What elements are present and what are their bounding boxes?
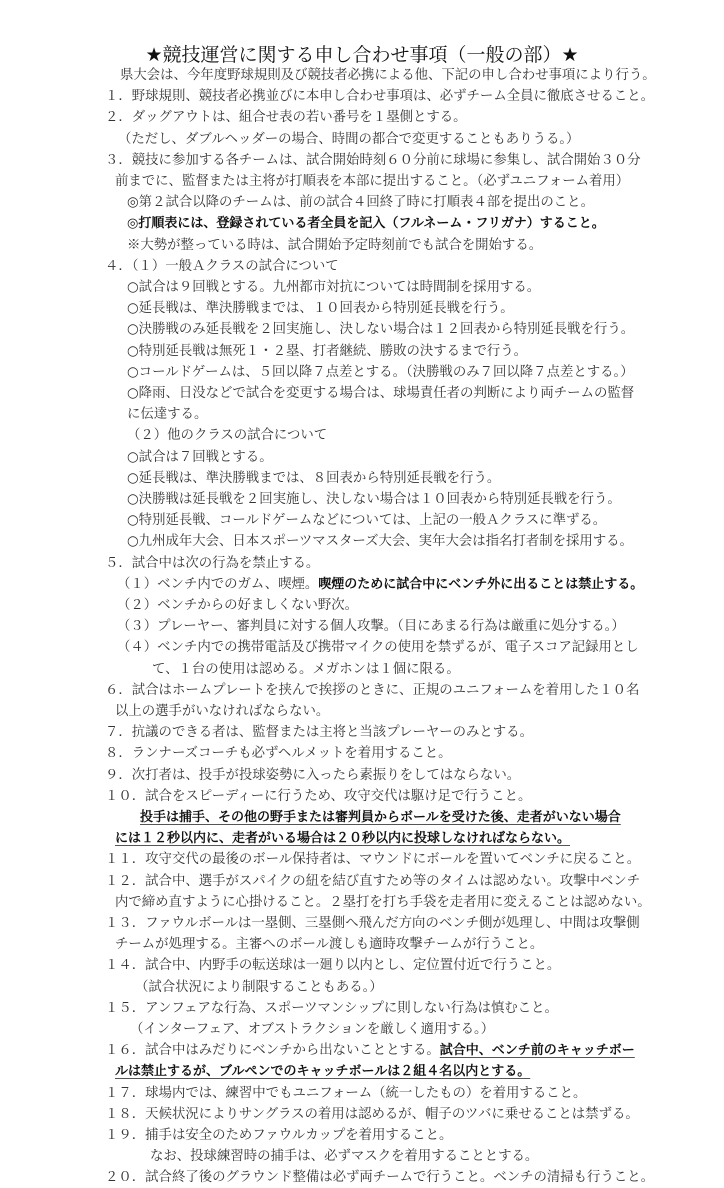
bold-text: 喫煙のために試合中にベンチ外に出ることは禁止する。: [318, 576, 644, 592]
text-line: [127, 468, 500, 489]
text-line: [127, 319, 634, 340]
line-text: １５．アンフェアな行為、スポーツマンシップに則しない行為は慎むこと。: [105, 1000, 558, 1016]
text-line: [127, 383, 634, 404]
line-text: ◎第２試合以降のチームは、前の試合４回終了時に打順表４部を提出のこと。: [127, 195, 594, 211]
line-text: ※大勢が整っている時は、試合開始予定時刻前でも試合を開始する。: [127, 237, 543, 253]
text-line: [127, 235, 542, 256]
text-line: [127, 489, 621, 510]
line-text: ○試合は９回戦とする。九州都市対抗については時間制を採用する。: [127, 280, 541, 295]
line-text: ２０．試合終了後のグラウンド整備は必ず両チームで行うこと。ベンチの清掃も行うこと。: [105, 1170, 655, 1186]
line-text: ○決勝戦のみ延長戦を２回実施し、決しない場合は１２回表から特別延長戦を行う。: [127, 322, 635, 338]
line-text: １．野球規則、競技者必携並びに本申し合わせ事項は、必ずチーム全員に徹底させること。: [105, 89, 655, 105]
line-text: ○九州成年大会、日本スポーツマスターズ大会、実年大会は指名打者制を採用する。: [127, 534, 633, 550]
text-line: [127, 213, 605, 234]
text-line: [127, 192, 594, 213]
text-line: [105, 256, 339, 277]
text-line: [115, 828, 570, 849]
line-text: ４．（１）一般Ａクラスの試合について: [105, 258, 339, 274]
text-line: [105, 680, 639, 701]
text-line: [115, 892, 651, 913]
line-text: １１．攻守交代の最後のボール保持者は、マウンドにボールを置いてベンチに戻ること。: [105, 852, 641, 868]
line-text: 以上の選手がいなければならない。: [115, 704, 330, 719]
text-line: [105, 955, 560, 976]
bold-underlined-text: 試合中、ベンチ前のキャッチボー: [439, 1043, 635, 1059]
text-line: [105, 553, 319, 574]
text-line: [135, 977, 383, 998]
text-line: [127, 341, 527, 362]
text-line: [105, 871, 640, 892]
text-line: [127, 531, 633, 552]
line-text: １７．球場内では、練習中でもユニフォーム（統一したもの）を着用すること。: [105, 1085, 587, 1101]
line-text: ○延長戦は、準決勝戦までは、８回表から特別延長戦を行う。: [127, 470, 501, 486]
line-text: ○試合は７回戦とする。: [127, 449, 273, 465]
document-title: ★競技運営に関する申し合わせ事項（一般の部）★: [145, 44, 579, 66]
text-line: [117, 637, 639, 658]
text-line: [105, 765, 520, 786]
line-text: （インターフェア、オブストラクションを厳しく適用する。）: [130, 1022, 495, 1037]
line-text: （４）ベンチ内での携帯電話及び携帯マイクの使用を禁ずるが、電子スコア記録用とし: [117, 640, 639, 656]
line-text: ７．抗議のできる者は、監督または主将と当該プレーヤーのみとする。: [105, 725, 533, 741]
text-line: [115, 701, 329, 722]
text-line: [118, 129, 579, 150]
text-line: [140, 807, 621, 828]
line-text: １０．試合をスピーディーに行うため、攻守交代は駆け足で行うこと。: [105, 788, 532, 804]
line-text: （２）他のクラスの試合について: [127, 428, 328, 444]
bold-underlined-text: ルは禁止するが、ブルペンでのキャッチボールは２組４名以内とする。: [115, 1064, 531, 1080]
line-text: 県大会は、今年度野球規則及び競技者必携による他、下記の申し合わせ事項により行う。: [120, 68, 656, 83]
line-text: ○降雨、日没などで試合を変更する場合は、球場責任者の判断により両チームの監督: [127, 386, 635, 401]
line-text: て、１台の使用は認める。メガホンは１個に限る。: [152, 661, 460, 677]
line-text: １６．試合中はみだりにベンチから出ないこととする。: [105, 1043, 440, 1059]
text-line: [105, 150, 641, 171]
line-text: ８．ランナーズコーチも必ずヘルメットを着用すること。: [105, 746, 452, 762]
text-line: [127, 277, 540, 298]
line-text: ○特別延長戦、コールドゲームなどについては、上記の一般Ａクラスに準ずる。: [127, 513, 607, 529]
text-line: [105, 1104, 639, 1125]
text-line: [152, 659, 460, 680]
text-line: [105, 86, 654, 107]
bold-underlined-text: には１２秒以内に、走者がいる場合は２０秒以内に投球しなければならない。: [115, 831, 571, 847]
line-text: ６．試合はホームプレートを挟んで挨拶のときに、正規のユニフォームを着用した１０名: [105, 682, 640, 698]
line-text: １３．ファウルボールは一塁側、三塁側へ飛んだ方向のベンチ側が処理し、中間は攻撃側: [105, 916, 640, 931]
text-line: [117, 574, 643, 595]
text-line: [117, 595, 358, 616]
text-line: [105, 722, 533, 743]
line-text: （２）ベンチからの好ましくない野次。: [117, 598, 359, 613]
text-line: [105, 107, 467, 128]
text-line: [127, 362, 634, 383]
text-line: [105, 786, 531, 807]
text-line: [127, 298, 514, 319]
line-text: 内で締め直すように心掛けること。２塁打を打ち手袋を走者用に変えることは認めない。: [115, 894, 651, 910]
line-text: （１）ベンチ内でのガム、喫煙。: [117, 576, 319, 592]
line-text: （３）プレーヤー、審判員に対する個人攻撃。（目にあまる行為は厳重に処分する。）: [117, 619, 625, 635]
line-text: ９．次打者は、投手が投球姿勢に入ったら素振りをしてはならない。: [105, 767, 521, 783]
line-text: 前までに、監督または主将が打順表を本部に提出すること。（必ずユニフォーム着用）: [115, 174, 630, 189]
line-text: ３．競技に参加する各チームは、試合開始時刻６０分前に球場に参集し、試合開始３０分: [105, 152, 641, 168]
line-text: に伝達する。: [127, 407, 208, 423]
line-text: （試合状況により制限することもある。）: [135, 979, 383, 995]
text-line: [117, 616, 625, 637]
text-line: [130, 1019, 494, 1040]
text-line: [105, 1083, 586, 1104]
line-text: ５．試合中は次の行為を禁止する。: [105, 555, 320, 571]
text-line: [150, 1146, 538, 1167]
line-text: ○決勝戦は延長戦を２回実施し、決しない場合は１０回表から特別延長戦を行う。: [127, 492, 621, 507]
line-text: ○コールドゲームは、５回以降７点差とする。（決勝戦のみ７回以降７点差とする。）: [127, 364, 634, 380]
line-text: １８．天候状況によりサングラスの着用は認めるが、帽子のツバに乗せることは禁ずる。: [105, 1106, 639, 1122]
text-line: [127, 510, 606, 531]
text-line: [115, 171, 629, 192]
line-text: ２．ダッグアウトは、組合せ表の若い番号を１塁側とする。: [105, 110, 467, 126]
text-line: [120, 65, 656, 86]
text-line: [105, 998, 558, 1019]
line-text: １４．試合中、内野手の転送球は一廻り以内とし、定位置付近で行うこと。: [105, 958, 561, 974]
bold-text: ◎打順表には、登録されている者全員を記入（フルネーム・フリガナ）すること。: [127, 216, 605, 232]
text-line: [115, 1061, 530, 1082]
line-text: ○特別延長戦は無死１・２塁、打者継続、勝敗の決するまで行う。: [127, 343, 528, 359]
line-text: １２．試合中、選手がスパイクの紐を結び直すため等のタイムは認めない。攻撃中ベンチ: [105, 873, 641, 889]
line-text: １９．捕手は安全のためファウルカップを着用すること。: [105, 1128, 453, 1143]
text-line: [105, 913, 640, 934]
text-line: [127, 425, 327, 446]
text-line: [105, 743, 452, 764]
line-text: チームが処理する。主審へのボール渡しも適時攻撃チームが行うこと。: [115, 937, 544, 953]
line-text: なお、投球練習時の捕手は、必ずマスクを着用することとする。: [150, 1149, 539, 1165]
bold-underlined-text: 投手は捕手、その他の野手または審判員からボールを受けた後、走者がいない場合: [140, 810, 621, 825]
text-line: [105, 1125, 452, 1146]
line-text: （ただし、ダブルヘッダーの場合、時間の都合で変更することもありうる。）: [118, 131, 580, 147]
text-line: [105, 849, 640, 870]
text-line: [115, 934, 543, 955]
line-text: ○延長戦は、準決勝戦までは、１０回表から特別延長戦を行う。: [127, 301, 514, 317]
text-line: [105, 1040, 635, 1061]
text-line: [127, 404, 207, 425]
text-line: [105, 1167, 654, 1188]
text-line: [127, 447, 273, 468]
